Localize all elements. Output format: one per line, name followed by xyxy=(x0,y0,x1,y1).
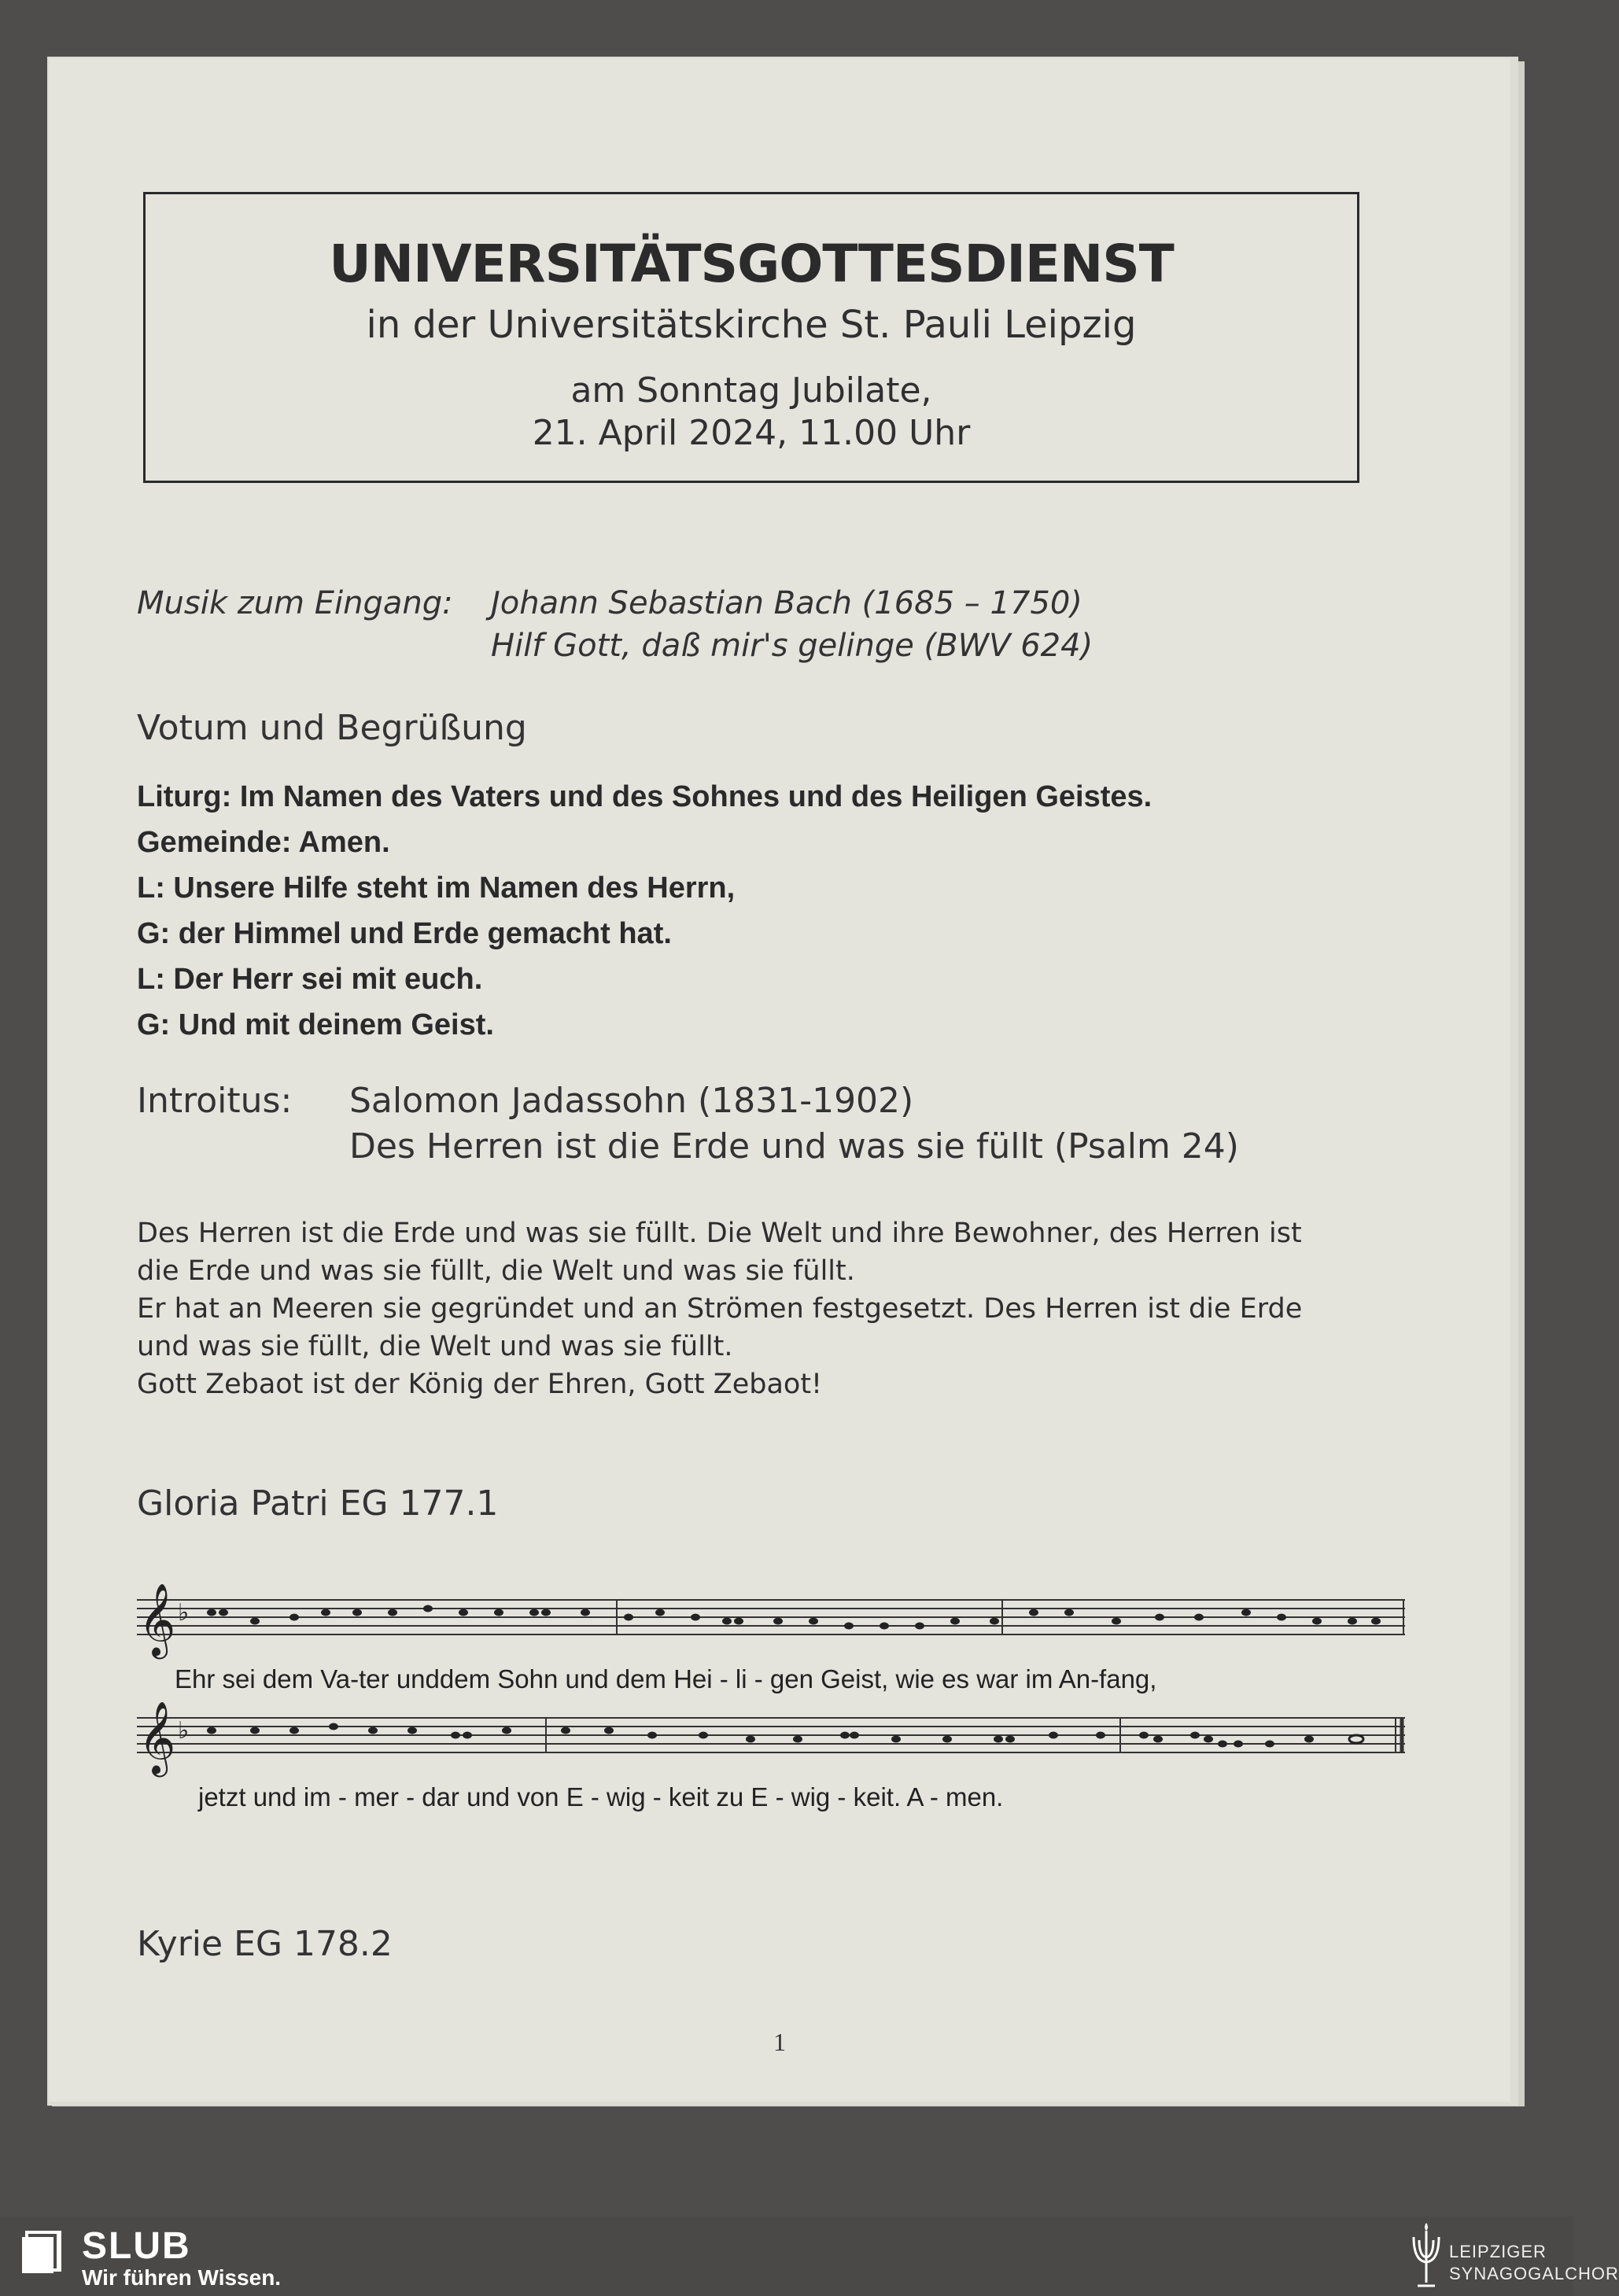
menorah-icon xyxy=(1408,2221,1444,2292)
introitus-piece: Des Herren ist die Erde und was sie füllt (Psalm 24) xyxy=(349,1126,1239,1166)
music-entrance-label: Musik zum Eingang: xyxy=(137,585,453,621)
page-subtitle: in der Universitätskirche St. Pauli Leipzig xyxy=(366,303,1137,347)
psalm-text xyxy=(137,1214,1396,1403)
psalm-line: die Erde und was sie füllt, die Welt und was sie füllt. xyxy=(137,1255,855,1287)
votum-heading: Votum und Begrüßung xyxy=(137,708,527,748)
introitus-composer: Salomon Jadassohn (1831-1902) xyxy=(349,1081,914,1121)
choir-name-line-2: SYNAGOGALCHOR xyxy=(1449,2264,1619,2283)
svg-text:𝄞: 𝄞 xyxy=(138,1701,176,1774)
library-tagline: Wir führen Wissen. xyxy=(82,2265,282,2290)
title-box xyxy=(143,192,1359,483)
page-title: UNIVERSITÄTSGOTTESDIENST xyxy=(329,234,1174,294)
library-name: SLUB xyxy=(82,2225,191,2267)
liturgy-line: G: Und mit deinem Geist. xyxy=(137,1008,494,1041)
liturgy-line: Gemeinde: Amen. xyxy=(137,826,390,859)
gloria-heading: Gloria Patri EG 177.1 xyxy=(137,1483,499,1524)
choir-name-line-1: LEIPZIGER xyxy=(1449,2242,1547,2261)
svg-text:𝄞: 𝄞 xyxy=(138,1583,176,1656)
liturgy-line: L: Der Herr sei mit euch. xyxy=(137,963,483,996)
liturgy-line: G: der Himmel und Erde gemacht hat. xyxy=(137,917,672,950)
svg-text:♭: ♭ xyxy=(178,1599,190,1627)
liturgy-line: L: Unsere Hilfe steht im Namen des Herrn, xyxy=(137,872,736,905)
gloria-lyrics-line-1: Ehr sei dem Va-ter unddem Sohn und dem Hei - li - gen Geist, wie es war im An-fang, xyxy=(175,1664,1157,1693)
music-entrance-composer: Johann Sebastian Bach (1685 – 1750) xyxy=(491,585,1082,621)
introitus-label: Introitus: xyxy=(137,1081,293,1121)
psalm-line: Er hat an Meeren sie gegründet und an Strömen festgesetzt. Des Herren ist die Erde xyxy=(137,1293,1303,1325)
kyrie-heading: Kyrie EG 178.2 xyxy=(137,1924,393,1964)
psalm-line: und was sie füllt, die Welt und was sie füllt. xyxy=(137,1331,733,1362)
date-line-1: am Sonntag Jubilate, xyxy=(570,370,932,411)
gloria-lyrics-line-2: jetzt und im - mer - dar und von E - wig - keit zu E - wig - keit. A - men. xyxy=(198,1782,1004,1811)
footer-bar xyxy=(0,2217,1619,2296)
program-page xyxy=(49,58,1510,2102)
date-line-2: 21. April 2024, 11.00 Uhr xyxy=(532,413,971,453)
slub-book-icon xyxy=(17,2229,68,2279)
liturgy-line: Liturg: Im Namen des Vaters und des Sohnes und des Heiligen Geistes. xyxy=(137,780,1152,813)
page-number: 1 xyxy=(773,2028,786,2056)
svg-text:♭: ♭ xyxy=(178,1717,190,1745)
music-entrance-piece: Hilf Gott, daß mir's gelinge (BWV 624) xyxy=(491,628,1093,664)
music-staff-2 xyxy=(137,1702,1405,1773)
psalm-line: Des Herren ist die Erde und was sie füllt. Die Welt und ihre Bewohner, des Herren ist xyxy=(137,1218,1302,1249)
music-staff-1 xyxy=(137,1584,1405,1655)
psalm-line: Gott Zebaot ist der König der Ehren, Gott Zebaot! xyxy=(137,1369,823,1400)
liturgy-list xyxy=(137,774,1152,1048)
